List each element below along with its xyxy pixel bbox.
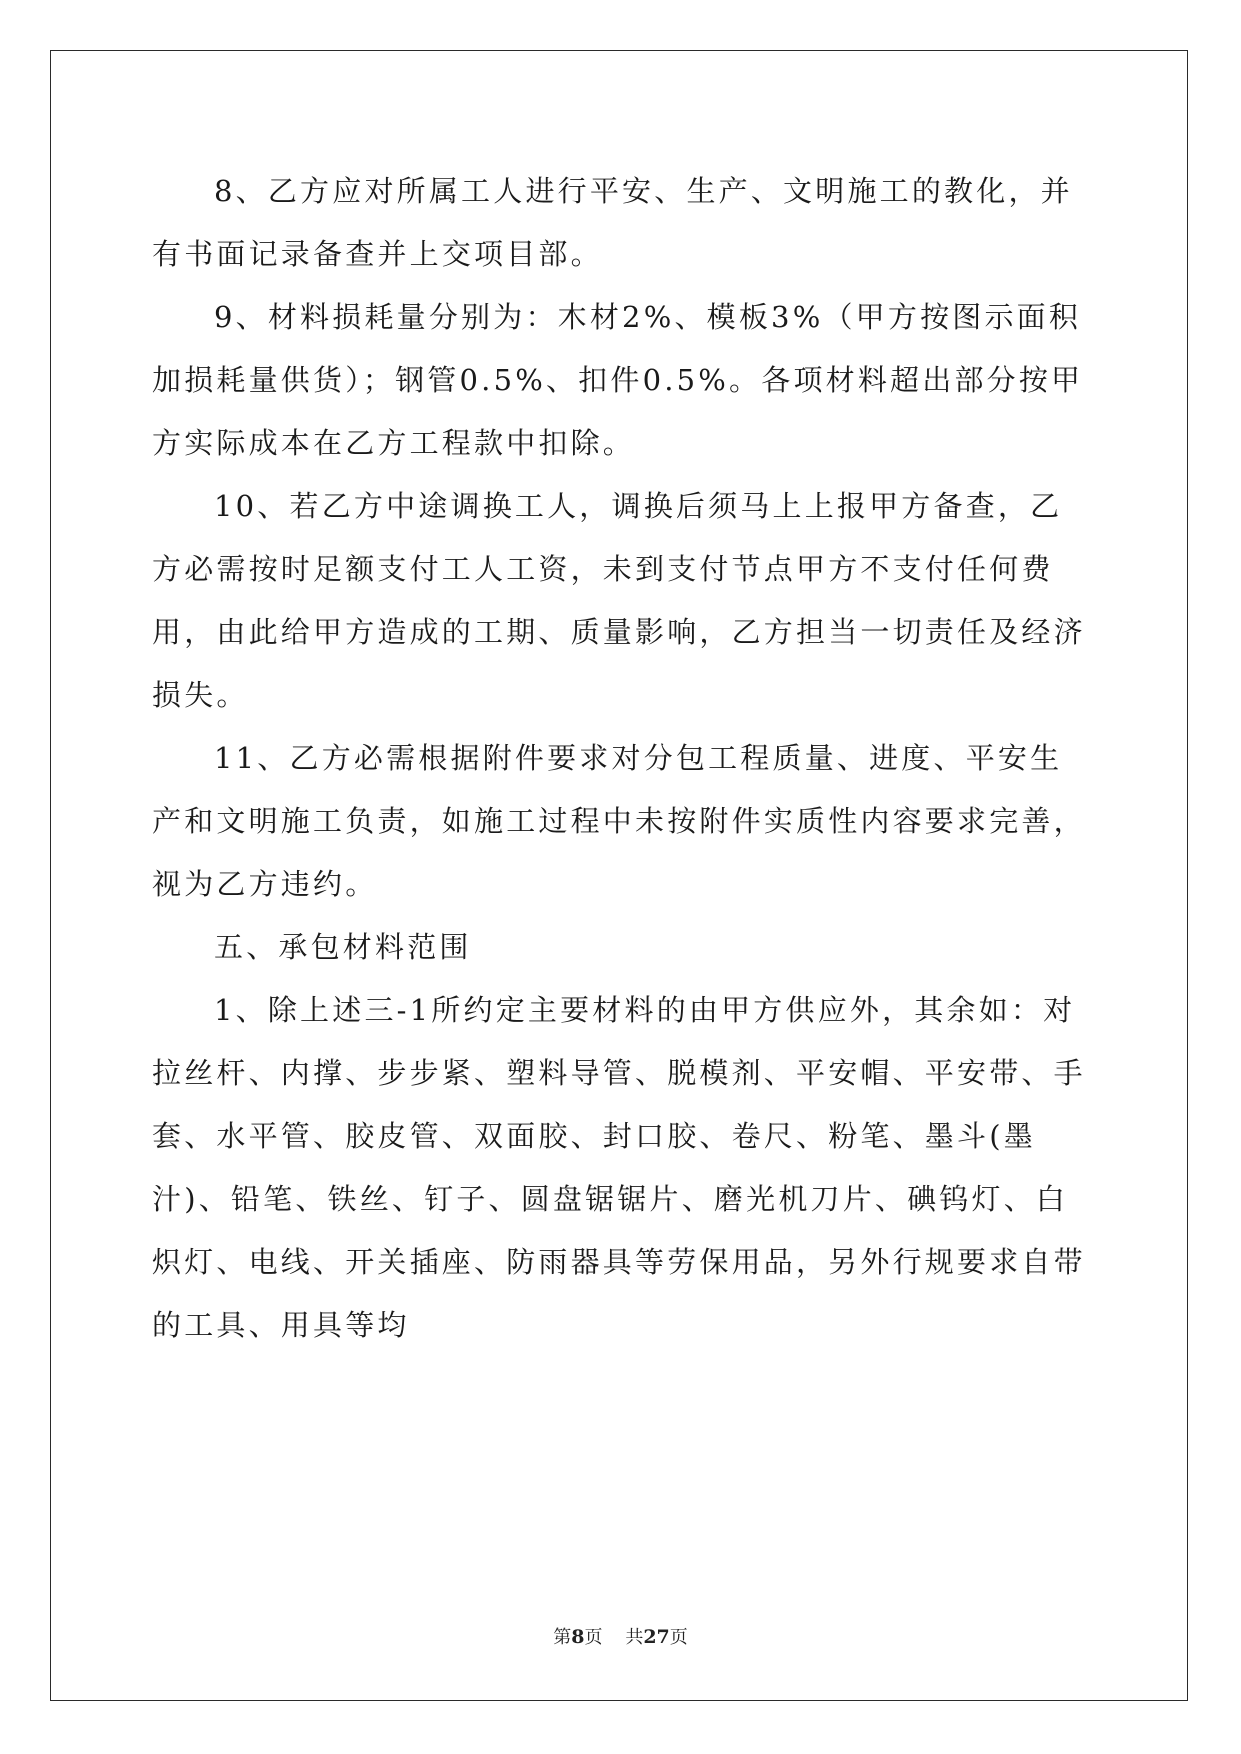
paragraph-material-scope-1: 1、除上述三-1所约定主要材料的由甲方供应外，其余如：对拉丝杆、内撑、步步紧、塑料导管、脱模剂、平安帽、平安带、手套、水平管、胶皮管、双面胶、封口胶、卷尺、粉笔、墨斗(墨汁)、铅笔、铁丝、钉子、圆盘锯锯片、磨光机刀片、碘钨灯、白炽灯、电线、开关插座、防雨器具等劳保用品，另外行规要求自带的工具、用具等均 [152,993,1086,1342]
paragraph-clause-9: 9、材料损耗量分别为：木材2%、模板3%（甲方按图示面积加损耗量供货）；钢管0.5%、扣件0.5%。各项材料超出部分按甲方实际成本在乙方工程款中扣除。 [152,300,1084,460]
document-body [152,160,1092,1357]
paragraph-clause-8: 8、乙方应对所属工人进行平安、生产、文明施工的教化，并有书面记录备查并上交项目部。 [152,174,1073,271]
paragraph-clause-10: 10、若乙方中途调换工人，调换后须马上上报甲方备查，乙方必需按时足额支付工人工资，未到支付节点甲方不支付任何费用，由此给甲方造成的工期、质量影响，乙方担当一切责任及经济损失。 [152,489,1086,712]
footer-suffix: 页 [669,1627,688,1648]
footer-prefix: 第 [553,1627,572,1648]
page-footer [0,1623,1241,1649]
current-page-number: 8 [571,1626,585,1648]
footer-middle: 页 共 [584,1627,644,1648]
section-heading: 五、承包材料范围 [214,930,472,964]
total-page-count: 27 [643,1626,670,1648]
paragraph-clause-11: 11、乙方必需根据附件要求对分包工程质量、进度、平安生产和文明施工负责，如施工过程中未按附件实质性内容要求完善，视为乙方违约。 [152,741,1086,901]
